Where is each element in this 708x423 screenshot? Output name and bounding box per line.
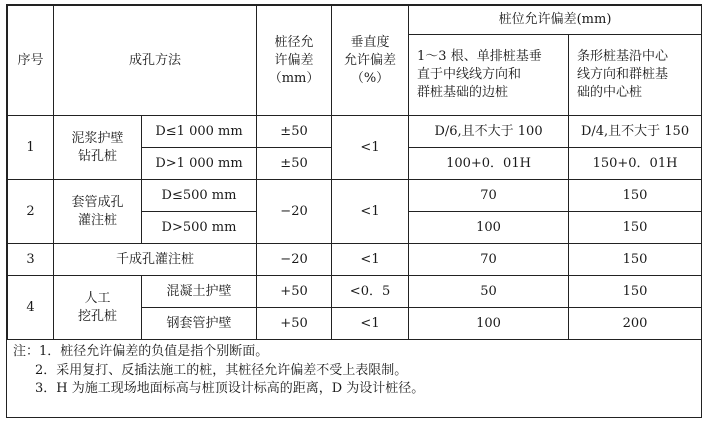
header-vert-line2: 允许偏差 xyxy=(344,52,397,68)
row2-pos1-a: 70 xyxy=(409,180,569,212)
row2-method xyxy=(54,180,142,244)
row2-pos2-b: 150 xyxy=(569,212,702,244)
header-vert-line1: 垂直度 xyxy=(350,34,390,50)
header-vert-tol xyxy=(332,6,409,116)
row2-sub-a: D≤500 mm xyxy=(142,180,257,212)
row3-method: 千成孔灌注桩 xyxy=(54,244,257,276)
row2-method-line2: 灌注桩 xyxy=(77,212,117,228)
row4-vert-a: <0．5 xyxy=(332,276,409,308)
header-pos-sub1-line1: 1～3 根、单排桩基垂 xyxy=(417,49,542,64)
header-pos-sub1 xyxy=(409,35,569,116)
row4-method-line1: 人工 xyxy=(84,290,111,306)
row1-diam-b: ±50 xyxy=(257,148,332,180)
row3-seq: 3 xyxy=(8,244,54,276)
row1-method-line1: 泥浆护壁 xyxy=(71,130,124,146)
row4-sub-b: 钢套管护壁 xyxy=(142,308,257,340)
header-pos-tol: 桩位允许偏差(mm) xyxy=(409,6,702,35)
row3-pos2: 150 xyxy=(569,244,702,276)
row4-pos1-b: 100 xyxy=(409,308,569,340)
header-pos-sub2-line2: 线方向和群桩基 xyxy=(577,67,669,82)
header-method: 成孔方法 xyxy=(54,6,257,116)
header-pos-sub2-line1: 条形桩基沿中心 xyxy=(577,49,669,64)
row2-pos1-b: 100 xyxy=(409,212,569,244)
row2-vert: <1 xyxy=(332,180,409,244)
row4-sub-a: 混凝土护壁 xyxy=(142,276,257,308)
note-2: 2．采用复打、反插法施工的桩，其桩径允许偏差不受上表限制。 xyxy=(35,362,408,378)
row1-pos2-a: D/4,且不大于 150 xyxy=(569,116,702,148)
row1-pos2-b: 150+0．01H xyxy=(569,148,702,180)
header-vert-line3: （%） xyxy=(350,70,390,86)
note-1: 注：1．桩径允许偏差的负值是指个别断面。 xyxy=(13,344,269,359)
row4-pos2-b: 200 xyxy=(569,308,702,340)
header-diam-tol xyxy=(257,6,332,116)
row1-pos1-a: D/6,且不大于 100 xyxy=(409,116,569,148)
row1-method xyxy=(54,116,142,180)
note-3: 3．H 为施工现场地面标高与桩顶设计标高的距离，D 为设计桩径。 xyxy=(35,381,425,396)
pile-tolerance-table xyxy=(7,5,702,340)
row4-method xyxy=(54,276,142,340)
row1-vert: <1 xyxy=(332,116,409,180)
row4-diam-a: +50 xyxy=(257,276,332,308)
row1-method-line2: 钻孔桩 xyxy=(77,148,117,164)
header-pos-sub2-line3: 础的中心桩 xyxy=(577,85,643,100)
row1-diam-a: ±50 xyxy=(257,116,332,148)
row1-sub-a: D≤1 000 mm xyxy=(142,116,257,148)
header-pos-sub1-line3: 群桩基础的边桩 xyxy=(417,85,509,100)
row4-vert-b: <1 xyxy=(332,308,409,340)
header-pos-sub1-line2: 直于中线线方向和 xyxy=(417,67,522,82)
row1-seq: 1 xyxy=(8,116,54,180)
row3-diam: −20 xyxy=(257,244,332,276)
row4-diam-b: +50 xyxy=(257,308,332,340)
row1-pos1-b: 100+0．01H xyxy=(409,148,569,180)
header-diam-line2: 许偏差 xyxy=(274,52,314,68)
row4-seq: 4 xyxy=(8,276,54,340)
header-diam-line3: （mm） xyxy=(268,70,320,86)
row4-pos1-a: 50 xyxy=(409,276,569,308)
row4-method-line2: 挖孔桩 xyxy=(77,308,117,324)
row2-pos2-a: 150 xyxy=(569,180,702,212)
row1-sub-b: D>1 000 mm xyxy=(142,148,257,180)
header-pos-sub2 xyxy=(569,35,702,116)
row2-sub-b: D>500 mm xyxy=(142,212,257,244)
row3-vert: <1 xyxy=(332,244,409,276)
row2-method-line1: 套管成孔 xyxy=(71,194,124,210)
header-diam-line1: 桩径允 xyxy=(274,34,314,50)
row2-diam: −20 xyxy=(257,180,332,244)
table-notes xyxy=(7,343,701,399)
row3-pos1: 70 xyxy=(409,244,569,276)
row2-seq: 2 xyxy=(8,180,54,244)
header-seq: 序号 xyxy=(8,6,54,116)
row4-pos2-a: 150 xyxy=(569,276,702,308)
tolerance-table-frame xyxy=(6,4,702,418)
